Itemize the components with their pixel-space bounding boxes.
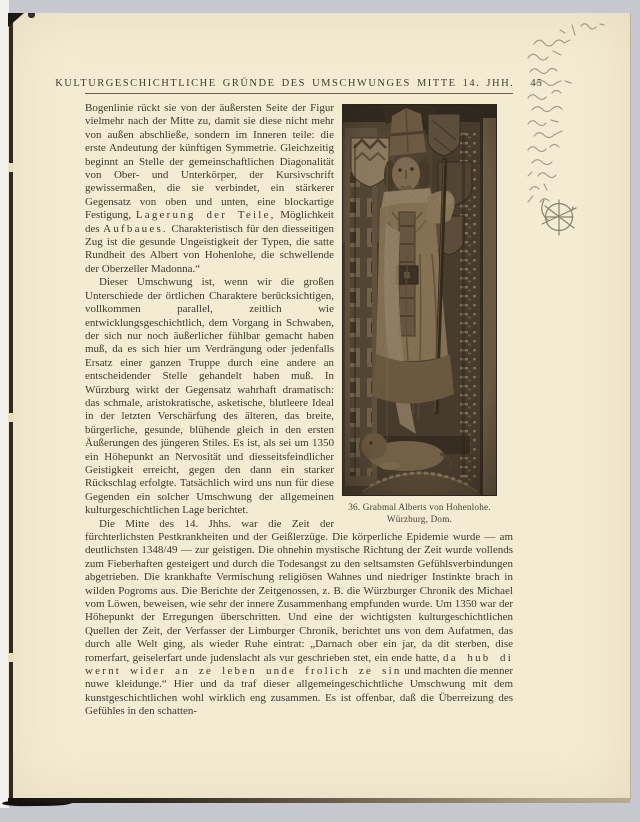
body-segment: Dieser Umschwung ist, wenn wir die großen Unterschiede der örtlichen Charaktere berücksichtigen, vollkommen parallel, zeitlich wie entwicklungsgeschichtlich, dem Vorgang in Schwaben, der sich nur noch äußerlicher fühlbar gemacht haben muß, da es sich hier um Verdrängung oder jedenfalls Ersatz einer ganzen Truppe durch eine andere an entscheidender Stelle gehandelt haben muß. In Würzburg wirkt der Gegensatz wahrhaft dramatisch: das schmale, aristokratische, asketische, blutleere Ideal in der letzten Verschärfung des älteren, das breite, bürgerliche, gesunde, blühende gleich in den ersten Äußerungen des jüngeren Stiles. Es ist, als sei um 1350 ein Höhepunkt an Nervosität und diesseitsfeindlicher Geistigkeit erreicht, gegen den dann ein starker Rückschlag erfolgte. Tatsächlich wird uns nun für diese Gegenden ein solcher Umschwung der allgemeinen kulturgeschichtlichen Lage berichtet. <box>85 276 334 517</box>
binding-stitch <box>9 653 13 662</box>
figure-caption <box>342 502 497 525</box>
header-title: KULTURGESCHICHTLICHE GRÜNDE DES UMSCHWUNGES MITTE 14. JHH. <box>55 78 515 89</box>
pencil-scribbles <box>518 20 618 220</box>
binding-stitch <box>9 413 13 422</box>
pencil-compass-doodle <box>536 194 582 240</box>
letterspaced-text: da hub di wernt wider an ze leben unde frolich ze sin <box>85 651 513 678</box>
letterspaced-text: Lagerung der Teile, <box>135 209 276 222</box>
figure-plate <box>342 104 497 525</box>
page-number: 45 <box>530 78 543 89</box>
caption-line-2: Würzburg, Dom. <box>386 513 453 524</box>
body-segment: Die Mitte des 14. Jhhs. war die Zeit der fürchterlichsten Pestkrankheiten und der Geißlerzüge. Die körperliche Epidemie wurde — am deutlichsten 1348/49 — zur geistigen. Die ohnehin mystische Richtung der Zeit wurde vollends zum Fieberhaften gesteigert und durch die Todesangst zu den seltsamsten Gefühlsverbindungen abgetrieben. Die krankhafte Vermischung religiösen Wahnes und niedriger Instinkte brach in wilden Pogroms aus. Die Berichte der Zeitgenossen, z. B. die Würzburger Chronik des Michael vom Löwen, beweisen, wie sehr der innere Zusammenhang empfunden wurde. Um 1350 war der Höhepunkt der Erregungen überschritten. Und eine der wichtigsten kulturgeschichtlichen Quellen der Zeit, der Verfasser der Limburger Chronik, berichtet uns von dem Aufatmen, das durch alle Welt ging, als wieder Ruhe eintrat: „Darnach ober ein jar, da dit sterben, dise romerfart, geiselerfart unde judenslacht als vur geschrieben stet, ein ende hatte, <box>85 517 513 664</box>
body-text <box>85 102 513 719</box>
caption-line-1: 36. Grabmal Alberts von Hohenlohe. <box>348 502 491 512</box>
corner-smudge <box>8 13 24 27</box>
binding-stitch <box>9 163 13 172</box>
binding-edge <box>9 13 13 800</box>
page-bottom-edge <box>8 798 630 803</box>
body-segment: Möglichkeit des <box>85 209 334 235</box>
corner-tick-mark <box>28 13 35 18</box>
body-segment: Charakteristisch für den diesseitigen Zug ist die gesunde Ungeistigkeit der Typen, die satte Rundheit des Albert von Hohenlohe, die schwellende der Oberzeller Madonna.“ <box>85 222 334 275</box>
page-content <box>55 78 543 719</box>
running-header <box>55 78 543 94</box>
body-segment: Bogenlinie rückt sie von der äußersten Seite der Figur vielmehr nach der Mitte zu, damit sie diese nicht mehr von außen abschließe, sondern im Inneren teile: die erste Andeutung der künftigen Symmetrie. Gleichzeitig beginnt an Stelle der gemeinschaftlichen Diagonalität von Ober- und Unterkörper, der Kursivschrift gewissermaßen, die sie verbindet, ein stärkerer Gegensatz von oben und unten, eine blockartige Festigung, <box>85 102 334 222</box>
letterspaced-text: Aufbaues. <box>103 222 168 235</box>
tomb-effigy-photo <box>342 104 497 496</box>
body-segment: und machten die menner nuwe kleidunge.“ Hier und da traf dieser allgemeingeschichtliche Umschwung mit dem kunstgeschichtlichen wohl wirklich eng zusammen. Es ist offenbar, daß die Überreizung des Gefühles in den schatten- <box>85 665 513 718</box>
paragraph <box>85 518 513 719</box>
